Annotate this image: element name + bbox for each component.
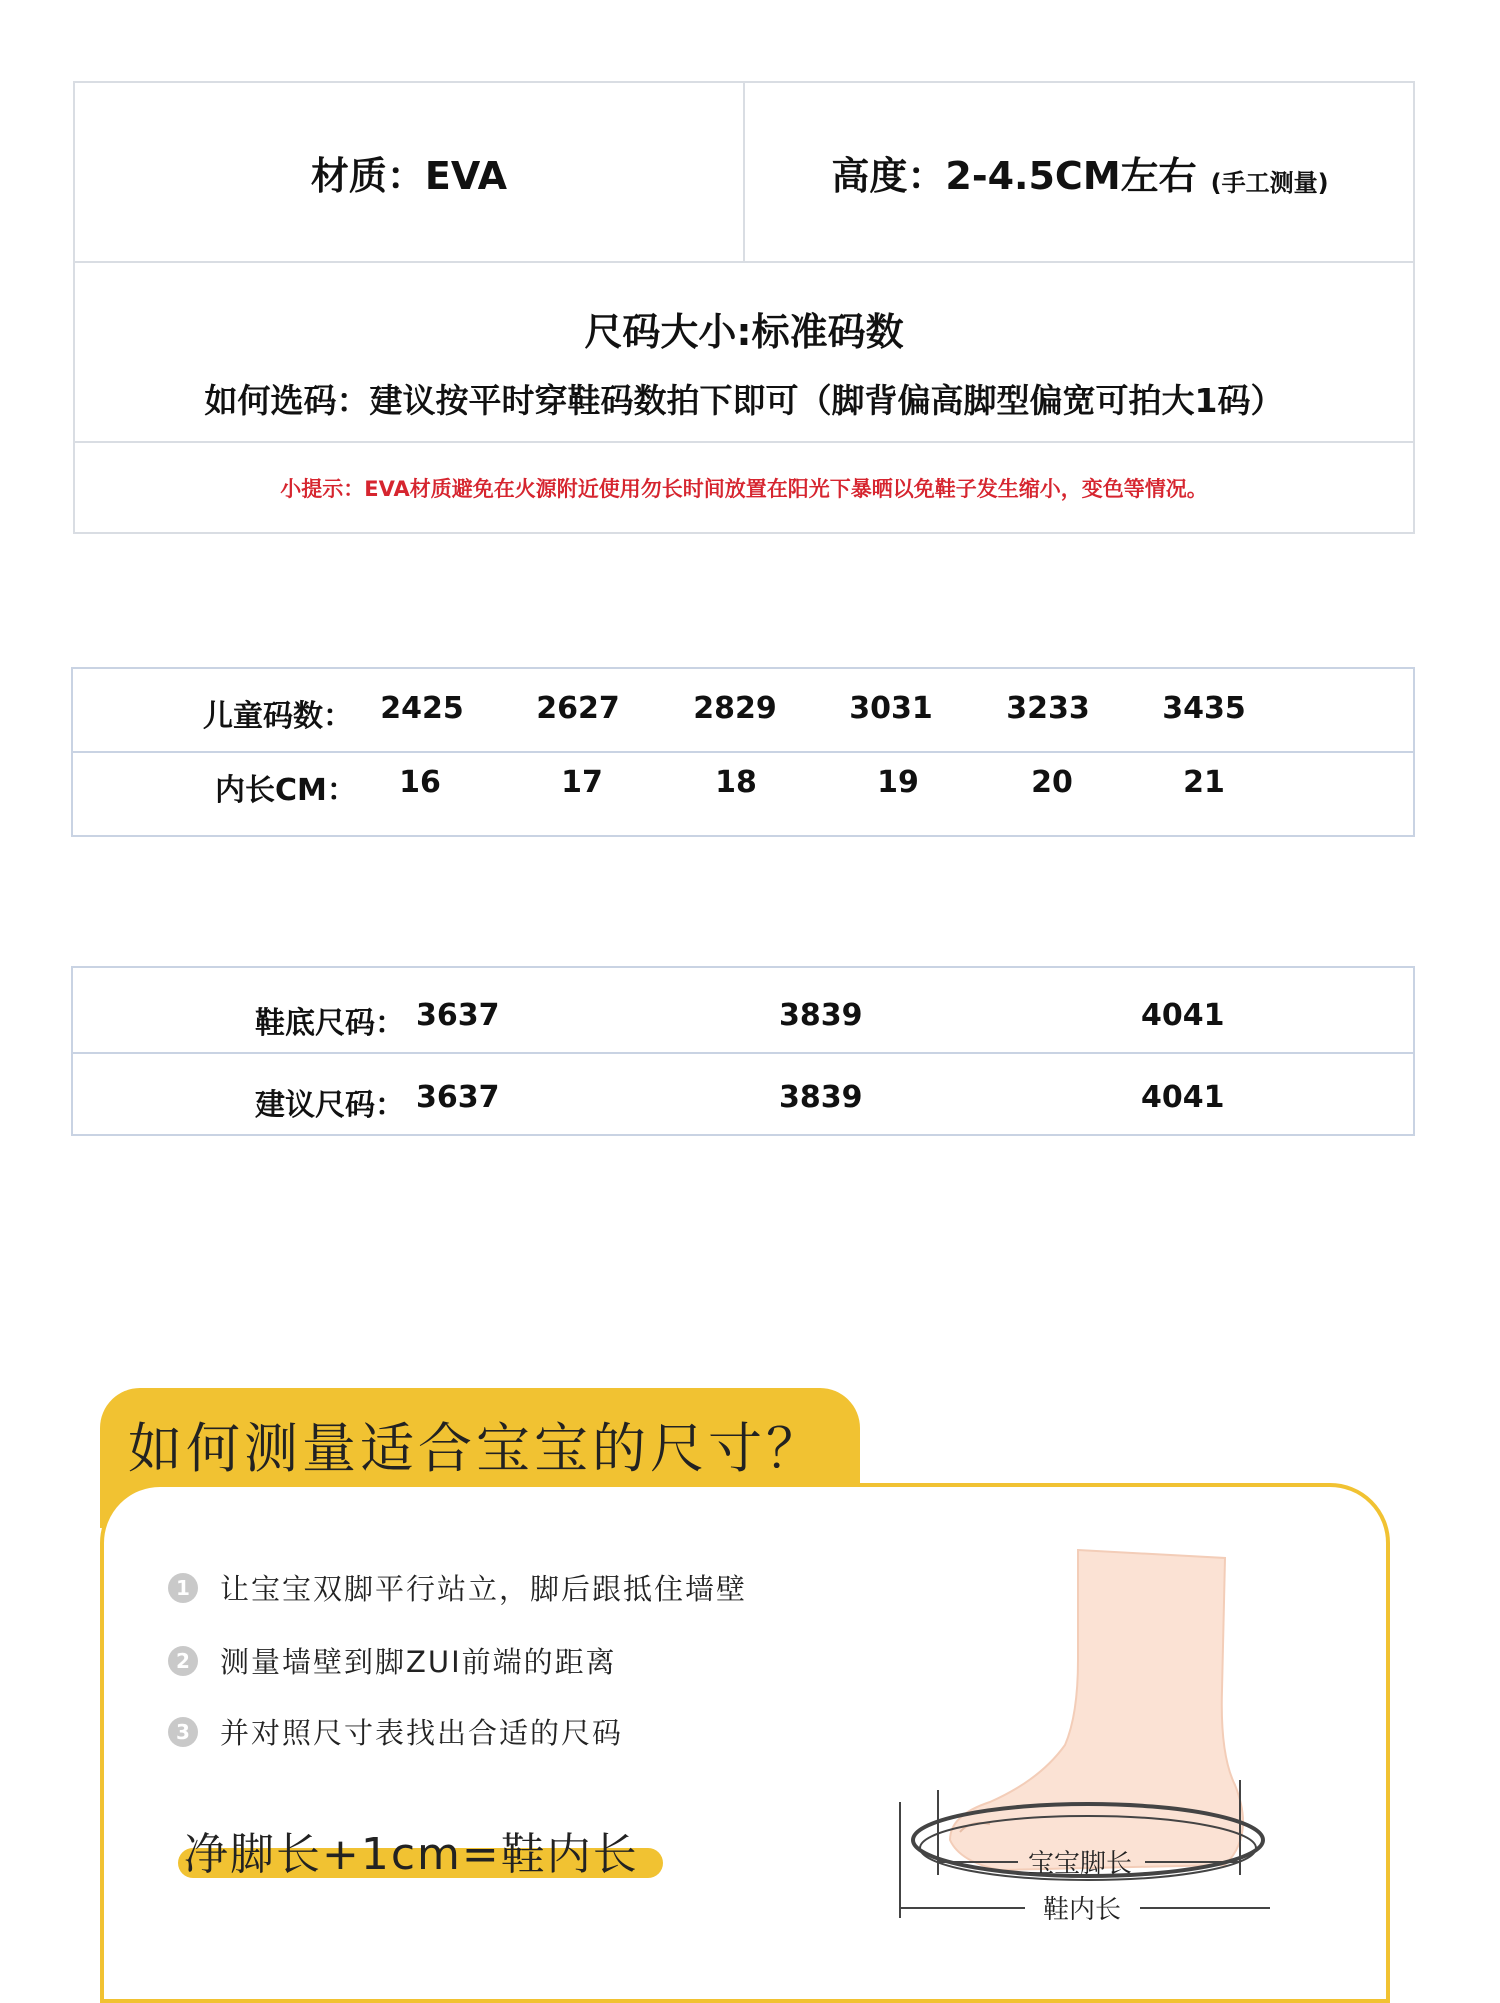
kids-size-cell: 2425 (380, 691, 464, 726)
inner-length-cell: 19 (877, 765, 919, 800)
foot-measure-illustration (890, 1540, 1270, 1920)
inner-length-cell: 16 (399, 765, 441, 800)
foot-length-label: 宝宝脚长 (1027, 1849, 1133, 1879)
suggested-size-cell: 4041 (1141, 1080, 1225, 1115)
suggested-size-cell: 3637 (416, 1080, 500, 1115)
height-text: 高度：2-4.5CM左右 (831, 153, 1197, 198)
kids-size-cell: 2829 (693, 691, 777, 726)
kids-size-table (71, 667, 1415, 837)
height-cell (745, 83, 1415, 261)
kids-size-cell: 2627 (536, 691, 620, 726)
info-row-size (75, 263, 1413, 443)
suggested-size-cell: 3839 (779, 1080, 863, 1115)
tip-text: 小提示：EVA材质避免在火源附近使用勿长时间放置在阳光下暴晒以免鞋子发生缩小，变色等情况。 (280, 477, 1208, 501)
kids-size-cell: 3031 (849, 691, 933, 726)
material-cell (75, 83, 745, 261)
formula-text: 净脚长+1cm=鞋内长 (184, 1829, 639, 1880)
guide-step (168, 1640, 617, 1681)
how-to-choose-text: 如何选码：建议按平时穿鞋码数拍下即可（脚背偏高脚型偏宽可拍大1码） (204, 381, 1284, 420)
tip-row (75, 443, 1413, 533)
material-text: 材质：EVA (310, 153, 508, 198)
kids-size-cell: 3233 (1006, 691, 1090, 726)
size-title: 尺码大小:标准码数 (584, 310, 904, 354)
row-divider (73, 751, 1413, 753)
sole-size-label: 鞋底尺码： (255, 1006, 405, 1041)
row-divider (73, 1052, 1413, 1054)
inner-length-label-illustration: 鞋内长 (1042, 1895, 1122, 1920)
step-text: 并对照尺寸表找出合适的尺码 (220, 1716, 624, 1750)
kids-size-label: 儿童码数： (203, 699, 353, 734)
inner-length-cell: 18 (715, 765, 757, 800)
guide-step (168, 1711, 623, 1752)
sole-size-cell: 3637 (416, 998, 500, 1033)
suggested-size-label: 建议尺码： (255, 1088, 405, 1123)
sole-size-table (71, 966, 1415, 1136)
height-note: (手工测量) (1210, 168, 1329, 197)
inner-length-cell: 17 (561, 765, 603, 800)
step-number-icon: 1 (168, 1573, 198, 1603)
material-info-table (73, 81, 1415, 534)
guide-step (168, 1567, 747, 1608)
inner-length-cell: 21 (1183, 765, 1225, 800)
step-text: 让宝宝双脚平行站立，脚后跟抵住墙壁 (220, 1572, 748, 1606)
sole-size-cell: 4041 (1141, 998, 1225, 1033)
kids-size-cell: 3435 (1162, 691, 1246, 726)
step-number-icon: 2 (168, 1646, 198, 1676)
step-text: 测量墙壁到脚ZUI前端的距离 (220, 1645, 617, 1679)
guide-title: 如何测量适合宝宝的尺寸？ (128, 1417, 824, 1480)
step-number-icon: 3 (168, 1717, 198, 1747)
sole-size-cell: 3839 (779, 998, 863, 1033)
info-row-material-height (75, 83, 1413, 263)
inner-length-label: 内长CM： (215, 773, 357, 808)
inner-length-cell: 20 (1031, 765, 1073, 800)
